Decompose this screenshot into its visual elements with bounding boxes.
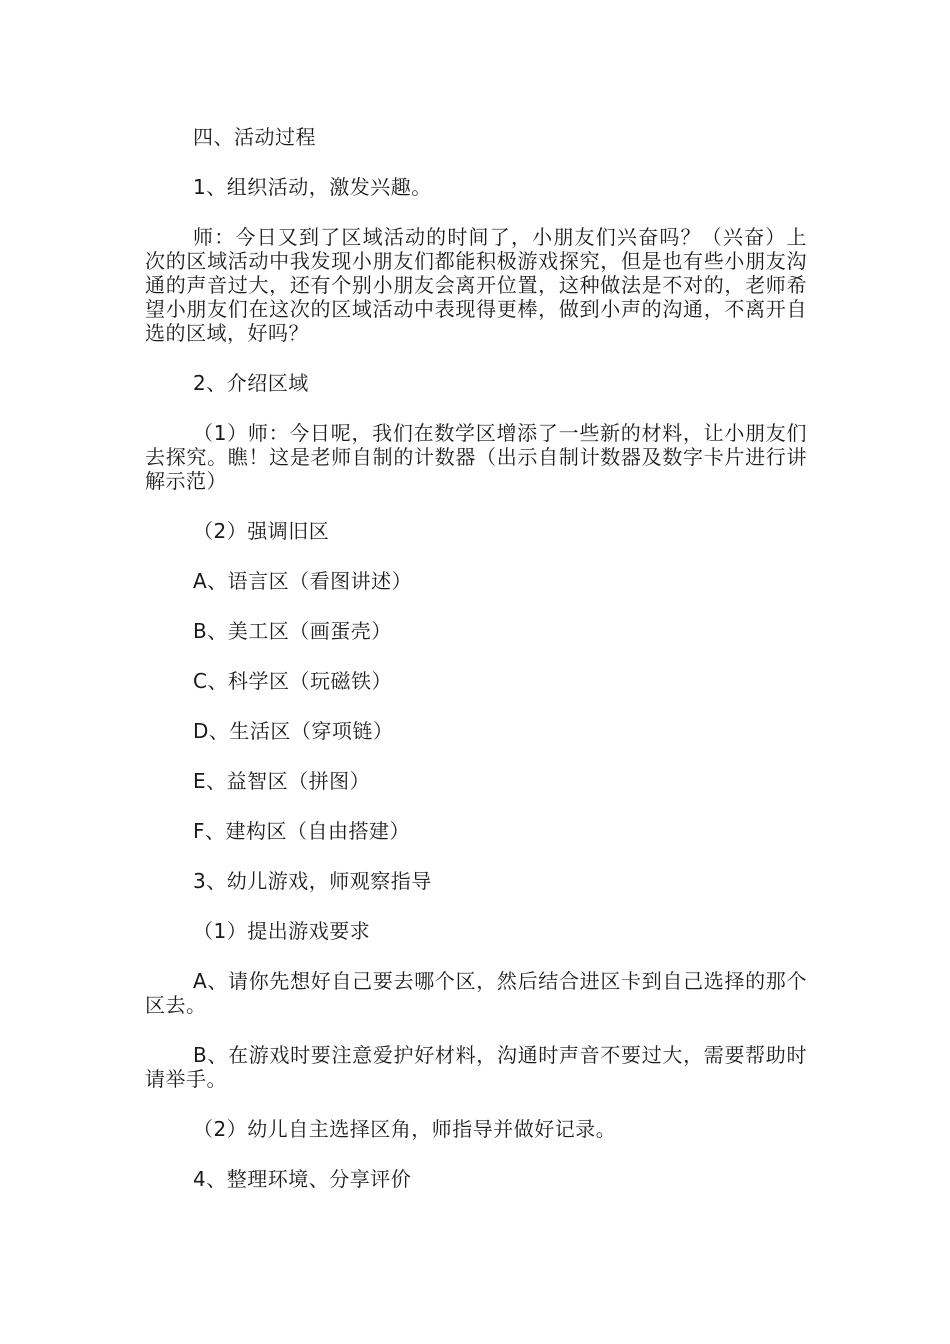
sub-heading: （1）提出游戏要求: [193, 919, 371, 943]
list-item: D、生活区（穿项链）: [193, 719, 394, 743]
step-heading: 2、介绍区域: [193, 371, 309, 395]
list-item: B、在游戏时要注意爱护好材料，沟通时声音不要过大，需要帮助时请举手。: [145, 1043, 807, 1091]
sub-heading: （2）强调旧区: [193, 519, 330, 543]
list-item: F、建构区（自由搭建）: [193, 819, 411, 843]
step-heading: 4、整理环境、分享评价: [193, 1167, 412, 1191]
document-body: [145, 125, 807, 1191]
section-heading: 四、活动过程: [193, 125, 316, 149]
list-item: B、美工区（画蛋壳）: [193, 619, 392, 643]
sub-heading: （2）幼儿自主选择区角，师指导并做好记录。: [193, 1117, 617, 1141]
list-item: A、请你先想好自己要去哪个区，然后结合进区卡到自己选择的那个区去。: [145, 969, 807, 1017]
paragraph: 师：今日又到了区域活动的时间了，小朋友们兴奋吗？（兴奋）上次的区域活动中我发现小朋友们都能积极游戏探究，但是也有些小朋友沟通的声音过大，还有个别小朋友会离开位置，这种做法是不对的，老师希望小朋友们在这次的区域活动中表现得更棒，做到小声的沟通，不离开自选的区域，好吗？: [145, 225, 807, 345]
paragraph: （1）师：今日呢，我们在数学区增添了一些新的材料，让小朋友们去探究。瞧！这是老师自制的计数器（出示自制计数器及数字卡片进行讲解示范）: [145, 421, 807, 493]
step-heading: 1、组织活动，激发兴趣。: [193, 175, 432, 199]
step-heading: 3、幼儿游戏，师观察指导: [193, 869, 432, 893]
list-item: E、益智区（拼图）: [193, 769, 371, 793]
list-item: C、科学区（玩磁铁）: [193, 669, 392, 693]
list-item: A、语言区（看图讲述）: [193, 569, 413, 593]
